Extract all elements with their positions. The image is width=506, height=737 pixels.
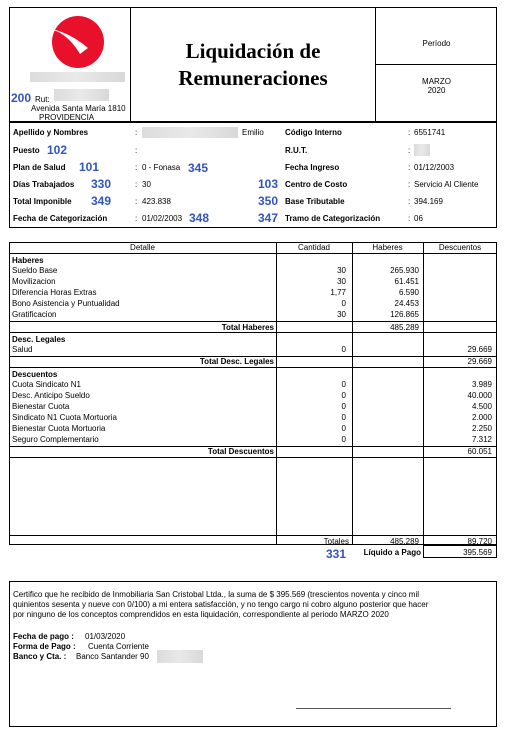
total-haberes-label: Total Haberes — [221, 323, 274, 332]
certifico-line2: quinientos sesenta y nueve con 0/100) a mi entera satisfacción, y no tengo cargo ni cobro alguno posterior que hacer — [13, 600, 429, 609]
banco-label: Banco y Cta. : — [13, 652, 67, 661]
col-haberes: Haberes — [372, 243, 403, 252]
haberes-row-qty: 30 — [337, 310, 346, 319]
descuentos-row-amount: 4.500 — [471, 402, 492, 411]
puesto-label: Puesto — [13, 146, 40, 155]
company-city: PROVIDENCIA — [39, 113, 95, 122]
tramo-label: Tramo de Categorización — [285, 214, 381, 223]
haberes-title: Haberes — [12, 256, 44, 265]
descuentos-row-qty: 0 — [341, 402, 346, 411]
haberes-row-amount: 126.865 — [390, 310, 419, 319]
total-descuentos-value: 60.051 — [467, 447, 492, 456]
haberes-row-qty: 30 — [337, 266, 346, 275]
liquido-label: Líquido a Pago — [363, 548, 421, 557]
banco-value: Banco Santander 90 — [76, 652, 149, 661]
descuentos-row-name: Seguro Complementario — [12, 435, 99, 444]
legales-row-name: Salud — [12, 345, 33, 354]
company-logo — [40, 10, 110, 70]
col-descuentos: Descuentos — [438, 243, 482, 252]
liquido-value: 395.569 — [463, 548, 492, 557]
haberes-row-qty: 0 — [341, 299, 346, 308]
doc-title-line1: Liquidación de — [185, 39, 321, 63]
imponible-value: 423.838 — [142, 197, 171, 206]
name-value: Emilio — [242, 128, 264, 137]
descuentos-row-amount: 7.312 — [471, 435, 492, 444]
total-legales-value: 29.669 — [467, 357, 492, 366]
descuentos-row-qty: 0 — [341, 380, 346, 389]
certifico-line3: por ninguno de los conceptos comprendidos en esta liquidación, correspondiente al periodo MARZO 2020 — [13, 610, 389, 619]
ingreso-label: Fecha Ingreso — [285, 163, 340, 172]
imponible-code: 349 — [91, 194, 112, 208]
col-detalle: Detalle — [130, 243, 155, 252]
codigo-value: 6551741 — [414, 128, 446, 137]
plan-value: 0 - Fonasa — [142, 163, 181, 172]
haberes-row-name: Diferencia Horas Extras — [12, 288, 97, 297]
totales-descuentos: 89.720 — [467, 537, 492, 546]
imponible-label: Total Imponible — [13, 197, 72, 206]
plan-code: 101 — [79, 160, 100, 174]
employee-info-frame — [9, 122, 497, 228]
descuentos-row-name: Sindicato N1 Cuota Mortuoria — [12, 413, 117, 422]
descuentos-title: Descuentos — [12, 370, 58, 379]
haberes-row-qty: 30 — [337, 277, 346, 286]
legales-title: Desc. Legales — [12, 335, 66, 344]
descuentos-row-name: Bienestar Cuota Mortuoria — [12, 424, 106, 433]
tramo-value: 06 — [414, 214, 423, 223]
legales-row-qty: 0 — [341, 345, 346, 354]
dias-code: 330 — [91, 177, 112, 191]
forma-pago-value: Cuenta Corriente — [88, 642, 149, 651]
col-cantidad: Cantidad — [297, 243, 331, 252]
codigo-label: Código Interno — [285, 128, 342, 137]
descuentos-row-qty: 0 — [341, 424, 346, 433]
total-descuentos-label: Total Descuentos — [207, 447, 274, 456]
descuentos-row-name: Desc. Anticipo Sueldo — [12, 391, 90, 400]
tributable-value: 394.169 — [414, 197, 443, 206]
period-year: 2020 — [427, 86, 446, 95]
descuentos-row-amount: 2.250 — [471, 424, 492, 433]
company-rut-label: Rut: — [35, 95, 50, 104]
tributable-label: Base Tributable — [285, 197, 345, 206]
descuentos-row-amount: 3.989 — [471, 380, 492, 389]
period-month: MARZO — [422, 77, 451, 86]
plan-label: Plan de Salud — [13, 163, 66, 172]
dias-label: Días Trabajados — [13, 180, 75, 189]
legales-row-amount: 29.669 — [467, 345, 492, 354]
costo-label: Centro de Costo — [285, 180, 348, 189]
certifico-line1: Certifico que he recibido de Inmobiliaria San Cristobal Ltda., la suma de $ 395.569 (trescientos noventa y cinco mil — [13, 590, 419, 599]
haberes-row-qty: 1,77 — [330, 288, 346, 297]
descuentos-row-amount: 2.000 — [471, 413, 492, 422]
fecha-pago-label: Fecha de pago : — [13, 632, 74, 641]
rut-label: R.U.T. — [285, 146, 308, 155]
dias-value: 30 — [142, 180, 151, 189]
puesto-code: 102 — [47, 143, 68, 157]
plan-code2: 345 — [188, 161, 209, 175]
haberes-row-name: Sueldo Base — [12, 266, 58, 275]
haberes-row-amount: 265.930 — [390, 266, 419, 275]
descuentos-row-amount: 40.000 — [467, 391, 492, 400]
fechacat-value: 01/02/2003 — [142, 214, 183, 223]
haberes-row-name: Bono Asistencia y Puntualidad — [12, 299, 120, 308]
signature-line — [296, 708, 451, 709]
descuentos-row-name: Bienestar Cuota — [12, 402, 70, 411]
doc-title-line2: Remuneraciones — [178, 66, 328, 90]
total-haberes-value: 485.289 — [390, 323, 419, 332]
company-code: 200 — [11, 91, 32, 105]
totales-haberes: 485.289 — [390, 537, 419, 546]
costo-value: Servicio Al Cliente — [414, 180, 479, 189]
fechacat-label: Fecha de Categorización — [13, 214, 108, 223]
total-legales-label: Total Desc. Legales — [199, 357, 274, 366]
haberes-row-name: Gratificacion — [12, 310, 57, 319]
haberes-row-amount: 61.451 — [394, 277, 419, 286]
company-address: Avenida Santa María 1810 — [31, 104, 126, 113]
tributable-code: 350 — [258, 194, 279, 208]
liquido-code: 331 — [326, 547, 347, 561]
totales-label: Totales — [323, 537, 349, 546]
costo-code: 103 — [258, 177, 279, 191]
haberes-row-name: Movilizacion — [12, 277, 56, 286]
ingreso-value: 01/12/2003 — [414, 163, 455, 172]
descuentos-row-name: Cuota Sindicato N1 — [12, 380, 81, 389]
period-label: Período — [422, 39, 451, 48]
haberes-row-amount: 6.590 — [398, 288, 419, 297]
descuentos-row-qty: 0 — [341, 391, 346, 400]
fecha-pago-value: 01/03/2020 — [85, 632, 126, 641]
fechacat-code: 348 — [189, 211, 210, 225]
tramo-code: 347 — [258, 211, 279, 225]
haberes-row-amount: 24.453 — [394, 299, 419, 308]
descuentos-row-qty: 0 — [341, 435, 346, 444]
descuentos-row-qty: 0 — [341, 413, 346, 422]
forma-pago-label: Forma de Pago : — [13, 642, 76, 651]
name-label: Apellido y Nombres — [13, 128, 89, 137]
